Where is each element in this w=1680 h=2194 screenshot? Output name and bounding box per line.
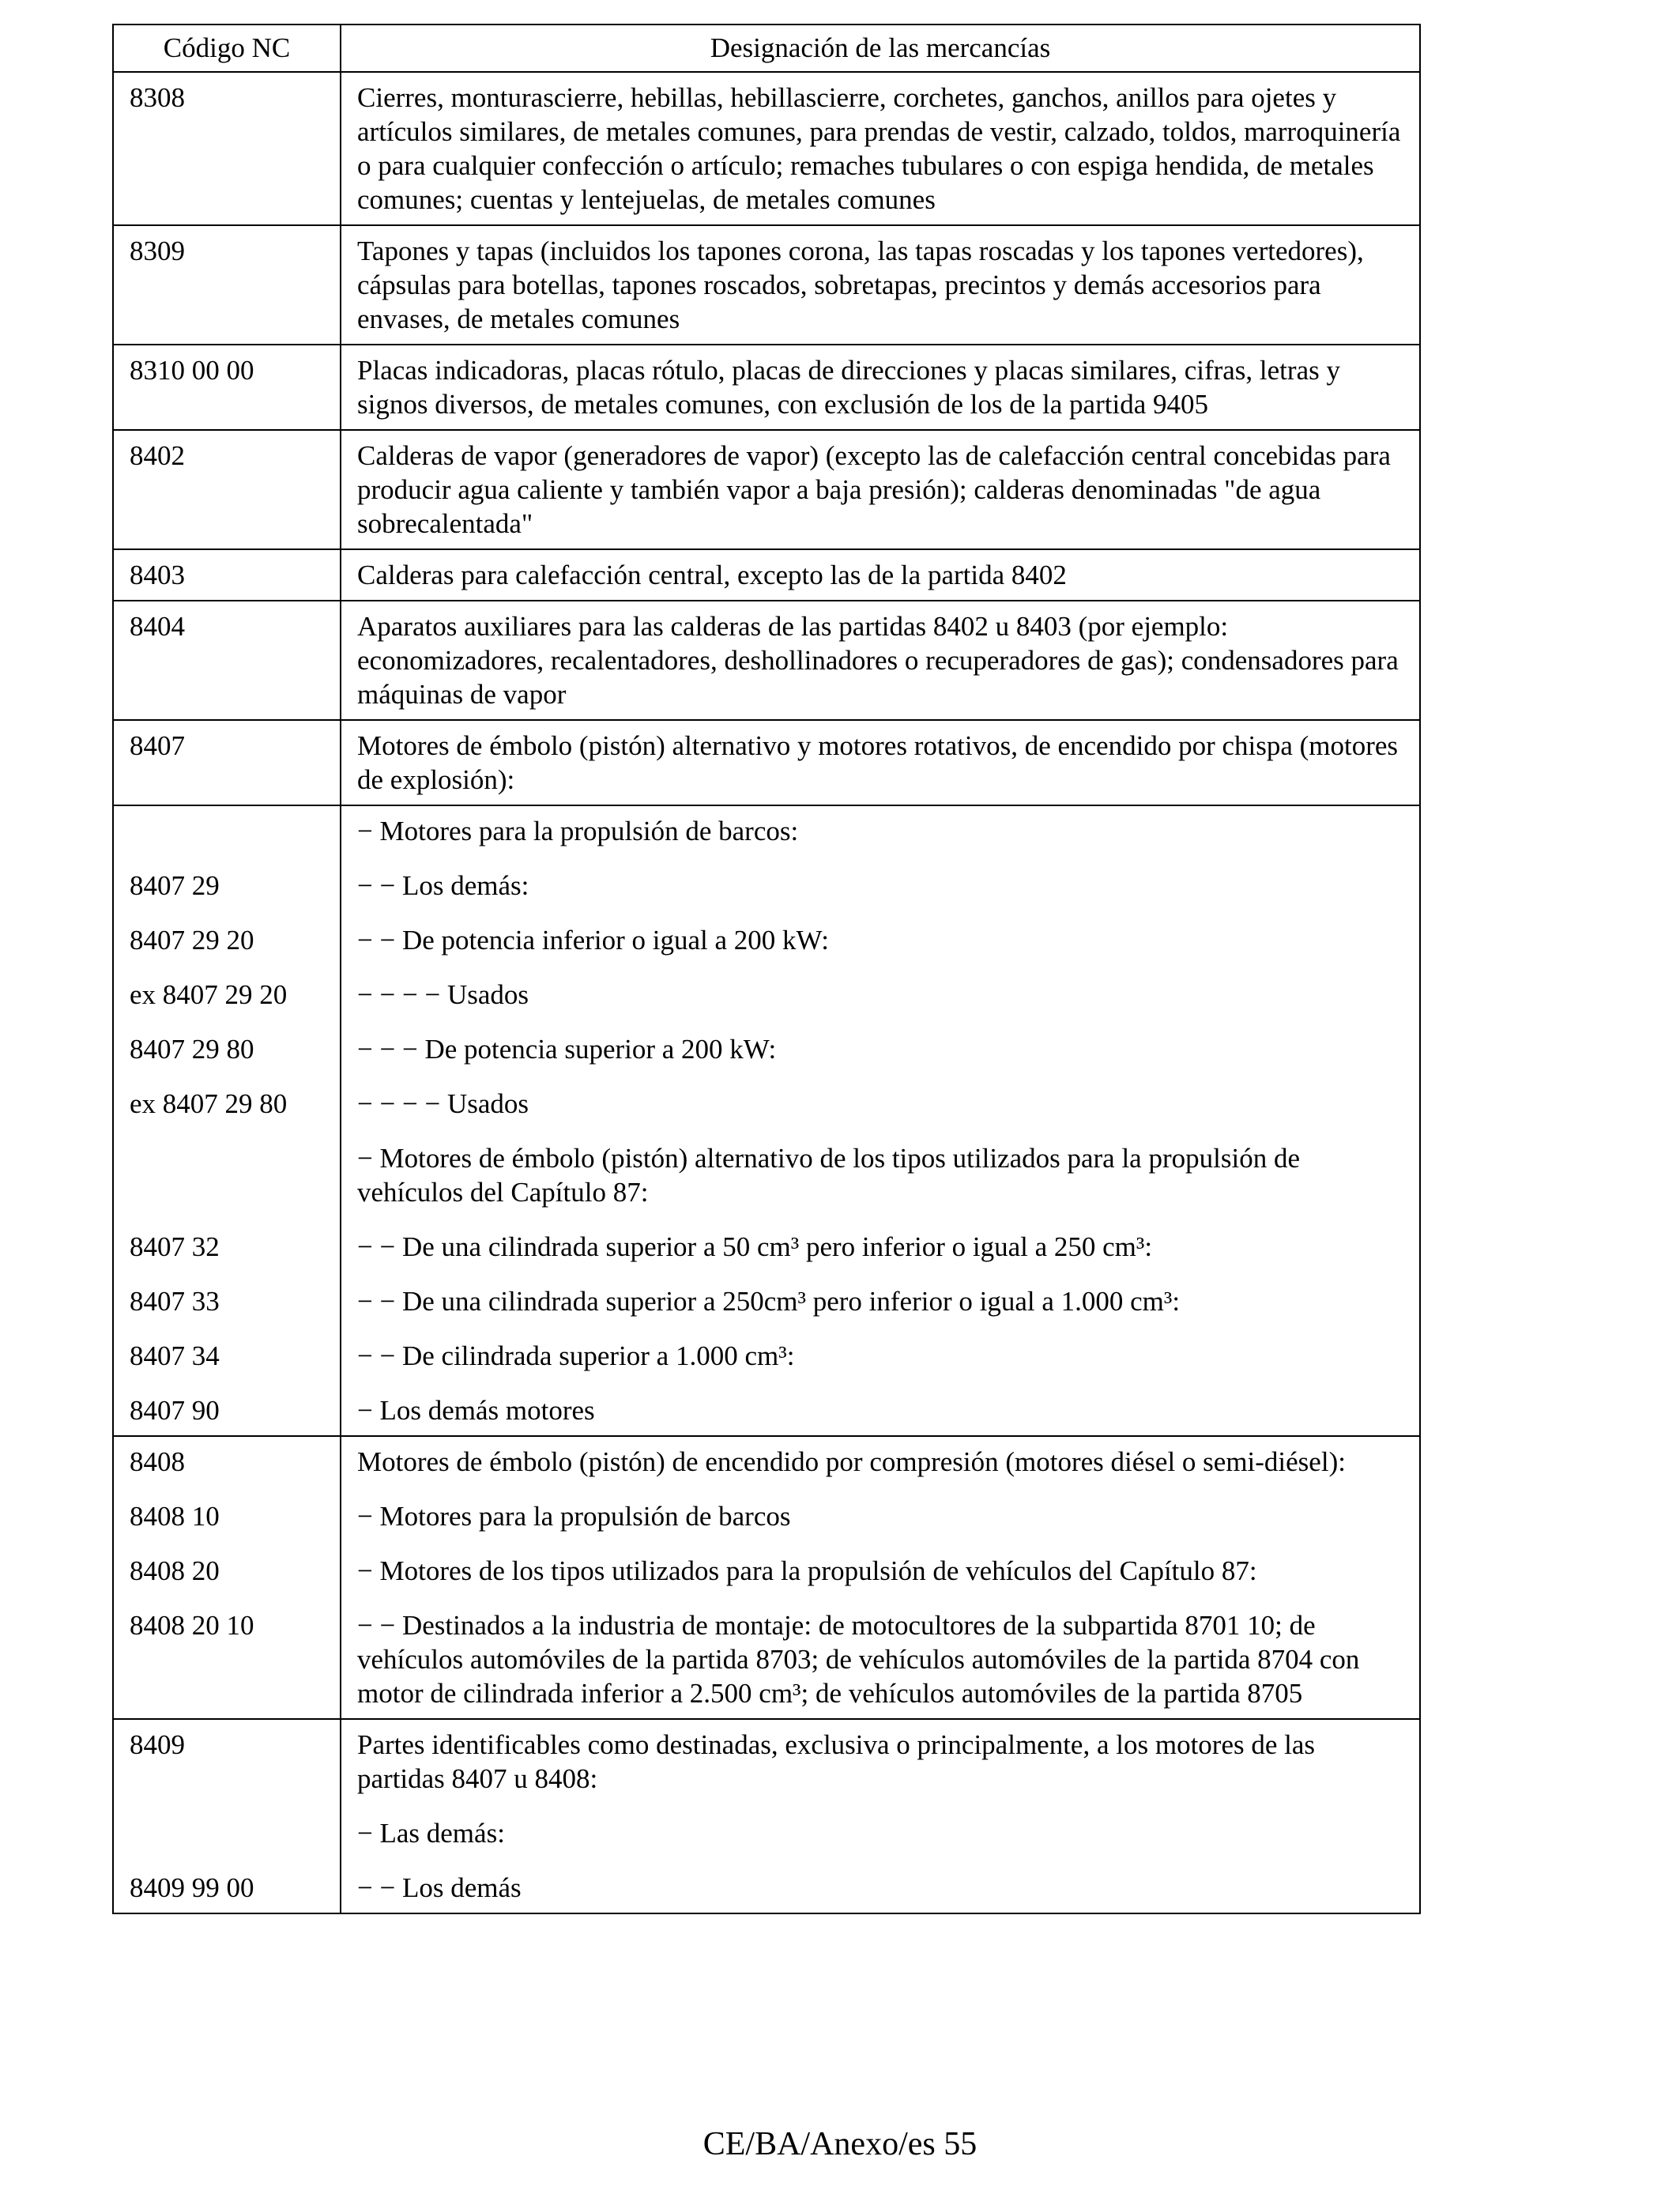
designation-text: − − Los demás:: [357, 870, 529, 901]
nc-code-cell: [113, 72, 341, 225]
nc-code: 8408 20: [130, 1555, 220, 1586]
nc-code: 8402: [130, 440, 185, 471]
designation-text: Motores de émbolo (pistón) alternativo y motores rotativos, de encendido por chispa (motores de explosión):: [357, 730, 1399, 795]
designation-text: − Las demás:: [357, 1818, 505, 1849]
table-row: [113, 72, 1420, 225]
column-header-designation: Designación de las mercancías: [341, 25, 1420, 72]
designation-text: − − Destinados a la industria de montaje: de motocultores de la subpartida 8701 10; de vehículos automóviles de la partida 8703; de vehículos automóviles de la partida 8704 con motor de cilindrada inferior a 2.500 cm³; de vehículos automóviles de la partida 8705: [357, 1610, 1360, 1709]
designation-text: Partes identificables como destinadas, exclusiva o principalmente, a los motores de las partidas 8407 u 8408:: [357, 1729, 1316, 1794]
nc-code: 8309: [130, 236, 185, 266]
nc-code: [130, 1141, 324, 1209]
nc-code-cell: [113, 720, 341, 805]
table-row: [113, 805, 1420, 1436]
table-row: [113, 549, 1420, 601]
designation-cell: [341, 805, 1420, 1436]
designation-text: − Motores para la propulsión de barcos: [357, 1501, 791, 1532]
designation-text: − − De una cilindrada superior a 50 cm³ pero inferior o igual a 250 cm³:: [357, 1231, 1153, 1262]
nc-code-cell: [113, 1436, 341, 1719]
table-header-row: [113, 25, 1420, 72]
designation-text: − − − De potencia superior a 200 kW:: [357, 1034, 777, 1065]
nc-code: 8409 99 00: [130, 1872, 254, 1903]
nc-code-cell: [113, 549, 341, 601]
nc-code: 8407 90: [130, 1395, 220, 1426]
nc-code: ex 8407 29 20: [130, 979, 288, 1010]
designation-cell: [341, 345, 1420, 430]
nc-code: 8407 29 80: [130, 1034, 254, 1065]
nc-code-cell: [113, 805, 341, 1436]
nc-code: 8407 33: [130, 1286, 220, 1317]
table-row: [113, 601, 1420, 720]
nc-code: 8310 00 00: [130, 355, 254, 386]
nc-code-cell: [113, 345, 341, 430]
table-row: [113, 430, 1420, 549]
designation-cell: [341, 225, 1420, 345]
nc-code-cell: [113, 601, 341, 720]
designation-text: − − Los demás: [357, 1872, 522, 1903]
nc-code: 8407 32: [130, 1231, 220, 1262]
nc-code: ex 8407 29 80: [130, 1088, 288, 1119]
nc-code: 8408 10: [130, 1501, 220, 1532]
nc-code: 8403: [130, 560, 185, 590]
designation-text: Placas indicadoras, placas rótulo, placas de direcciones y placas similares, cifras, letras y signos diversos, de metales comunes, con exclusión de los de la partida 9405: [357, 355, 1340, 420]
designation-text: − Motores para la propulsión de barcos:: [357, 816, 799, 846]
nc-code: 8408 20 10: [130, 1610, 254, 1641]
designation-text: − Los demás motores: [357, 1395, 595, 1426]
table-row: [113, 1436, 1420, 1719]
page-footer: CE/BA/Anexo/es 55: [703, 2126, 977, 2162]
designation-cell: [341, 1436, 1420, 1719]
designation-cell: [341, 601, 1420, 720]
designation-text: Tapones y tapas (incluidos los tapones corona, las tapas roscadas y los tapones vertedores), cápsulas para botellas, tapones roscados, sobretapas, precintos y demás accesorios para envases, de metales comunes: [357, 236, 1364, 334]
designation-text: Aparatos auxiliares para las calderas de las partidas 8402 u 8403 (por ejemplo: economizadores, recalentadores, deshollinadores o recuperadores de gas); condensadores para máquinas de vapor: [357, 611, 1399, 710]
nc-code: [130, 1816, 324, 1850]
designation-cell: [341, 1719, 1420, 1913]
nc-code-cell: [113, 225, 341, 345]
designation-text: − Motores de los tipos utilizados para la propulsión de vehículos del Capítulo 87:: [357, 1555, 1257, 1586]
designation-cell: [341, 549, 1420, 601]
designation-text: − − − − Usados: [357, 1088, 529, 1119]
nc-code: 8407 34: [130, 1340, 220, 1371]
designation-text: Calderas para calefacción central, excepto las de la partida 8402: [357, 560, 1067, 590]
nc-code: 8408: [130, 1446, 185, 1477]
nc-code: 8308: [130, 82, 185, 113]
nc-code-cell: [113, 430, 341, 549]
column-header-code: Código NC: [113, 25, 341, 72]
nc-code: 8407: [130, 730, 185, 761]
nc-code: 8409: [130, 1729, 185, 1760]
table-row: [113, 720, 1420, 805]
nc-code-cell: [113, 1719, 341, 1913]
nc-code: 8407 29: [130, 870, 220, 901]
designation-text: − − De potencia inferior o igual a 200 kW:: [357, 925, 830, 956]
table-body: [113, 72, 1420, 1913]
designation-cell: [341, 72, 1420, 225]
designation-cell: [341, 720, 1420, 805]
designation-text: − − De una cilindrada superior a 250cm³ pero inferior o igual a 1.000 cm³:: [357, 1286, 1181, 1317]
nc-code-table: [112, 24, 1421, 1914]
table-row: [113, 225, 1420, 345]
designation-text: − − De cilindrada superior a 1.000 cm³:: [357, 1340, 795, 1371]
designation-text: Motores de émbolo (pistón) de encendido por compresión (motores diésel o semi-diésel):: [357, 1446, 1346, 1477]
designation-cell: [341, 430, 1420, 549]
designation-text: Cierres, monturascierre, hebillas, hebillascierre, corchetes, ganchos, anillos para ojetes y artículos similares, de metales comunes, para prendas de vestir, calzado, toldos, marroquinería o para cualquier confección o artículo; remaches tubulares o con espiga hendida, de metales comunes; cuentas y lentejuelas, de metales comunes: [357, 82, 1401, 215]
nc-code: 8407 29 20: [130, 925, 254, 956]
nc-code: [130, 814, 324, 848]
table-row: [113, 345, 1420, 430]
designation-text: − − − − Usados: [357, 979, 529, 1010]
nc-code: 8404: [130, 611, 185, 642]
designation-text: Calderas de vapor (generadores de vapor) (excepto las de calefacción central concebidas para producir agua caliente y también vapor a baja presión); calderas denominadas "de agua sobrecalentada": [357, 440, 1391, 539]
designation-text: − Motores de émbolo (pistón) alternativo de los tipos utilizados para la propulsión de vehículos del Capítulo 87:: [357, 1143, 1300, 1208]
table-row: [113, 1719, 1420, 1913]
